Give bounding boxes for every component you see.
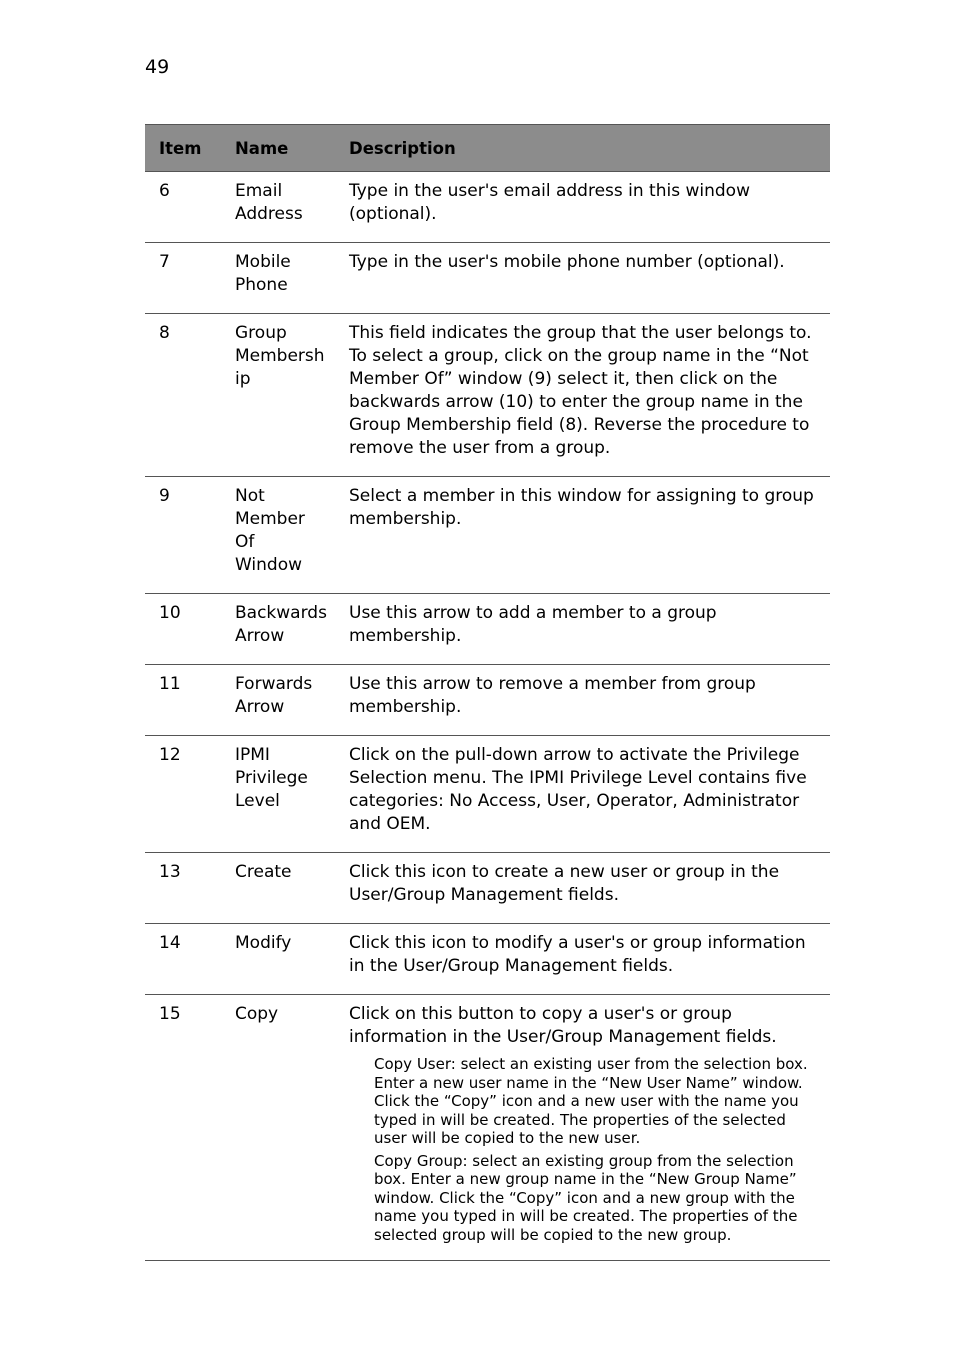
description-text: Use this arrow to remove a member from group membership. [349,674,756,717]
table-row [145,736,830,853]
name-line: Backwards [235,603,327,623]
item-cell: 7 [145,243,221,314]
item-cell: 12 [145,736,221,853]
name-line: Mobile [235,252,291,272]
item-cell: 14 [145,924,221,995]
name-cell [221,665,335,736]
name-line: Not [235,486,265,506]
description-text: Click on the pull-down arrow to activate the Privilege Selection menu. The IPMI Privilege Level contains five categories: No Access, User, Operator, Administrator and OEM. [349,745,807,834]
description-cell [335,477,830,594]
name-line: Forwards [235,674,313,694]
description-cell [335,736,830,853]
table-row [145,853,830,924]
description-text: Type in the user's email address in this window (optional). [349,181,750,224]
table-header [145,125,830,172]
page-number: 49 [145,56,170,78]
name-line: Of [235,532,255,552]
name-line: Window [235,555,303,575]
description-cell [335,995,830,1261]
name-line: Level [235,791,280,811]
name-cell [221,477,335,594]
description-cell [335,314,830,477]
name-cell [221,736,335,853]
description-text: Use this arrow to add a member to a group membership. [349,603,717,646]
item-cell: 11 [145,665,221,736]
name-line: Create [235,862,292,882]
item-cell: 10 [145,594,221,665]
description-text: Select a member in this window for assigning to group membership. [349,486,814,529]
header-description: Description [335,125,830,172]
table-row [145,665,830,736]
description-text: Click on this button to copy a user's or group information in the User/Group Management fields. [349,1004,777,1047]
description-cell [335,924,830,995]
table-row [145,594,830,665]
name-cell [221,243,335,314]
description-text: This field indicates the group that the user belongs to. To select a group, click on the group name in the “Not Member Of” window (9) select it, then click on the backwards arrow (10) to enter the group name in the Group Membership field (8). Reverse the procedure to remove the user from a group. [349,323,812,458]
description-note: Copy Group: select an existing group from the selection box. Enter a new group name in the “New Group Name” window. Click the “Copy” icon and a new group with the name you typed in will be created. The properties of the selected group will be copied to the new group. [374,1151,798,1244]
description-text: Click this icon to create a new user or group in the User/Group Management fields. [349,862,780,905]
name-line: Arrow [235,626,285,646]
table-body [145,172,830,1261]
description-cell [335,594,830,665]
description-cell [335,665,830,736]
item-cell: 8 [145,314,221,477]
table-row [145,924,830,995]
description-text: Click this icon to modify a user's or group information in the User/Group Management fields. [349,933,806,976]
name-line: ip [235,369,251,389]
name-line: Copy [235,1004,279,1024]
table-row [145,477,830,594]
item-cell: 15 [145,995,221,1261]
name-line: Group [235,323,287,343]
name-cell [221,924,335,995]
name-line: Member [235,509,305,529]
header-name: Name [221,125,335,172]
name-line: Arrow [235,697,285,717]
table-row [145,995,830,1261]
item-cell: 6 [145,172,221,243]
description-cell [335,172,830,243]
items-table [145,124,830,1261]
description-cell [335,243,830,314]
name-cell [221,594,335,665]
description-text: Type in the user's mobile phone number (optional). [349,252,785,272]
name-cell [221,314,335,477]
name-line: Modify [235,933,292,953]
header-item: Item [145,125,221,172]
name-line: Phone [235,275,288,295]
name-cell [221,172,335,243]
name-line: Address [235,204,303,224]
name-line: IPMI [235,745,270,765]
item-cell: 9 [145,477,221,594]
description-cell [335,853,830,924]
name-line: Email [235,181,283,201]
table-row [145,243,830,314]
name-line: Membersh [235,346,325,366]
name-cell [221,995,335,1261]
description-note: Copy User: select an existing user from the selection box. Enter a new user name in the “New User Name” window. Click the “Copy” icon and a new user with the name you typed in will be created. The properties of the selected user will be copied to the new user. [374,1055,808,1147]
name-line: Privilege [235,768,308,788]
table-row [145,172,830,243]
table-row [145,314,830,477]
item-cell: 13 [145,853,221,924]
name-cell [221,853,335,924]
